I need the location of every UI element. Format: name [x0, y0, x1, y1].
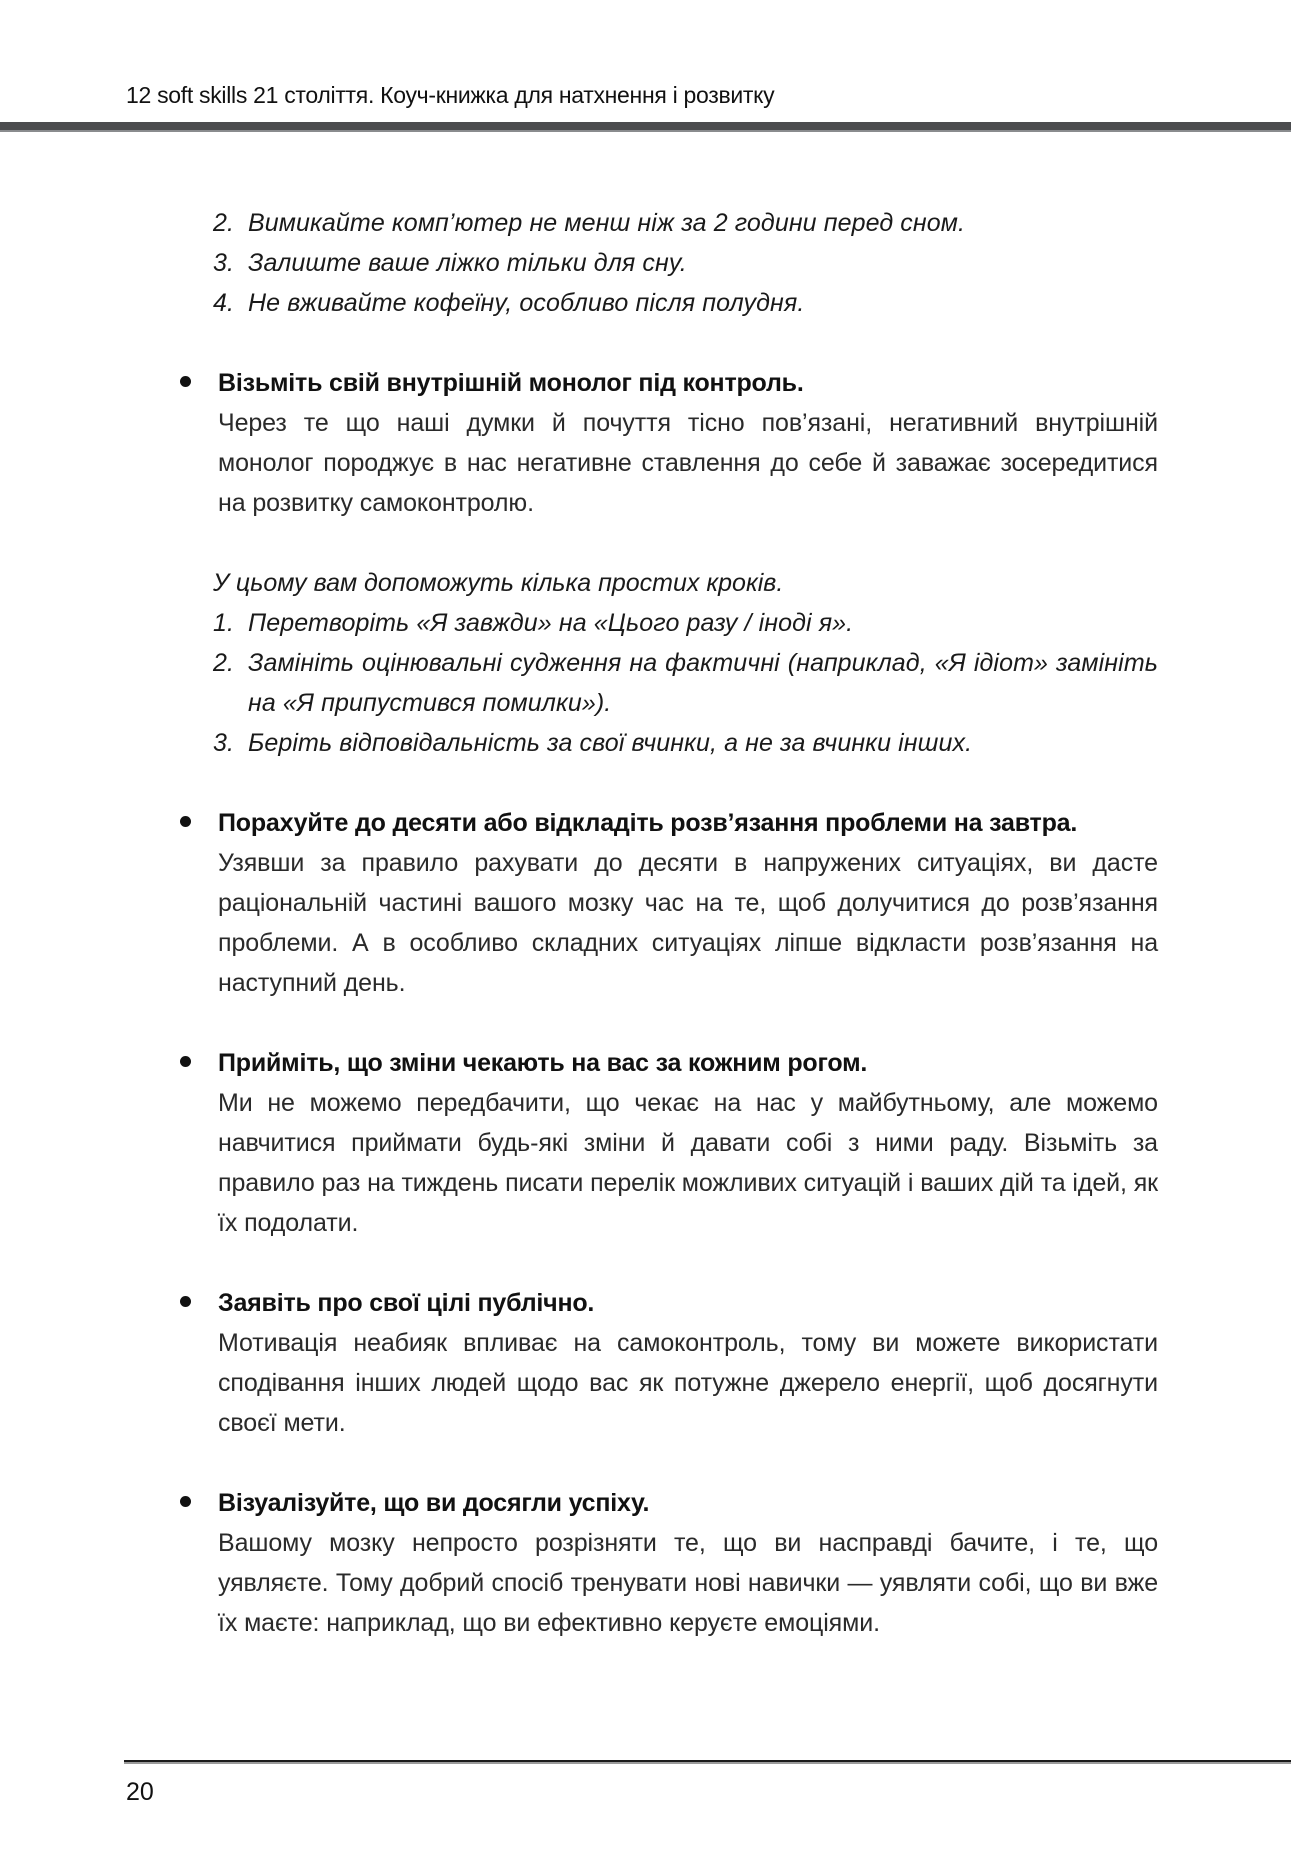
section-body: Мотивація неабияк впливає на самоконтроль, тому ви можете використати сподівання інших людей щодо вас як потужне джерело енергії, щоб досягнути своєї мети. — [218, 1329, 1158, 1437]
steps-intro: У цьому вам допоможуть кілька простих кроків. — [213, 569, 784, 597]
section-accept-change — [188, 1043, 1158, 1243]
bullet-icon — [180, 1296, 191, 1307]
list-item — [213, 643, 1158, 723]
section-inner-monologue — [188, 363, 1158, 523]
monologue-steps-list — [188, 603, 1158, 763]
bullet-icon — [180, 1056, 191, 1067]
footer-rule — [124, 1760, 1291, 1764]
bullet-icon — [180, 376, 191, 387]
sleep-tips-list — [188, 203, 1158, 323]
section-title: Заявіть про свої цілі публічно. — [218, 1289, 595, 1317]
list-text: Перетворіть «Я завжди» на «Цього разу / іноді я». — [248, 609, 854, 637]
list-text: Беріть відповідальність за свої вчинки, а не за вчинки інших. — [248, 729, 973, 757]
list-item — [213, 243, 1158, 283]
section-title: Прийміть, що зміни чекають на вас за кожним рогом. — [218, 1049, 868, 1077]
list-text: Не вживайте кофеїну, особливо після полудня. — [248, 289, 805, 317]
list-number: 3. — [213, 249, 235, 277]
list-item — [213, 283, 1158, 323]
list-number: 2. — [213, 209, 235, 237]
list-text: Залиште ваше ліжко тільки для сну. — [248, 249, 687, 277]
section-title: Порахуйте до десяти або відкладіть розв’язання проблеми на завтра. — [218, 809, 1078, 837]
running-head-title: 12 soft skills 21 століття. Коуч-книжка для натхнення і розвитку — [126, 82, 775, 108]
list-number: 4. — [213, 289, 235, 317]
section-body: Ми не можемо передбачити, що чекає на нас у майбутньому, але можемо навчитися приймати будь-які зміни й давати собі з ними раду. Візьміть за правило раз на тиждень писати перелік можливих ситуацій і ваших дій та ідей, як їх подолати. — [218, 1089, 1158, 1237]
page-body — [188, 203, 1158, 1643]
page-number: 20 — [126, 1778, 154, 1806]
section-visualize-success — [188, 1483, 1158, 1643]
list-number: 3. — [213, 729, 235, 757]
section-body: Узявши за правило рахувати до десяти в напружених ситуаціях, ви дасте раціональній частині вашого мозку час на те, щоб долучитися до розв’язання проблеми. А в особливо складних ситуаціях ліпше відкласти розв’язання на наступний день. — [218, 849, 1158, 997]
list-text: Вимикайте комп’ютер не менш ніж за 2 години перед сном. — [248, 209, 966, 237]
list-item — [213, 723, 1158, 763]
section-body: Вашому мозку непросто розрізняти те, що ви насправді бачите, і те, що уявляєте. Тому добрий спосіб тренувати нові навички — уявляти собі, що ви вже їх маєте: наприклад, що ви ефективно керуєте емоціями. — [218, 1529, 1158, 1637]
list-text: Замініть оцінювальні судження на фактичні (наприклад, «Я ідіот» замініть на «Я припустився помилки»). — [248, 649, 1158, 717]
list-number: 2. — [213, 649, 235, 677]
header-rule — [0, 122, 1291, 132]
section-public-goals — [188, 1283, 1158, 1443]
section-title: Візуалізуйте, що ви досягли успіху. — [218, 1489, 650, 1517]
bullet-icon — [180, 816, 191, 827]
list-number: 1. — [213, 609, 235, 637]
section-count-to-ten — [188, 803, 1158, 1003]
list-item — [213, 603, 1158, 643]
section-title: Візьміть свій внутрішній монолог під контроль. — [218, 369, 804, 397]
bullet-icon — [180, 1496, 191, 1507]
section-body: Через те що наші думки й почуття тісно пов’язані, негативний внутрішній монолог породжує в нас негативне ставлення до себе й заважає зосередитися на розвитку самоконтролю. — [218, 409, 1158, 517]
list-item — [213, 203, 1158, 243]
